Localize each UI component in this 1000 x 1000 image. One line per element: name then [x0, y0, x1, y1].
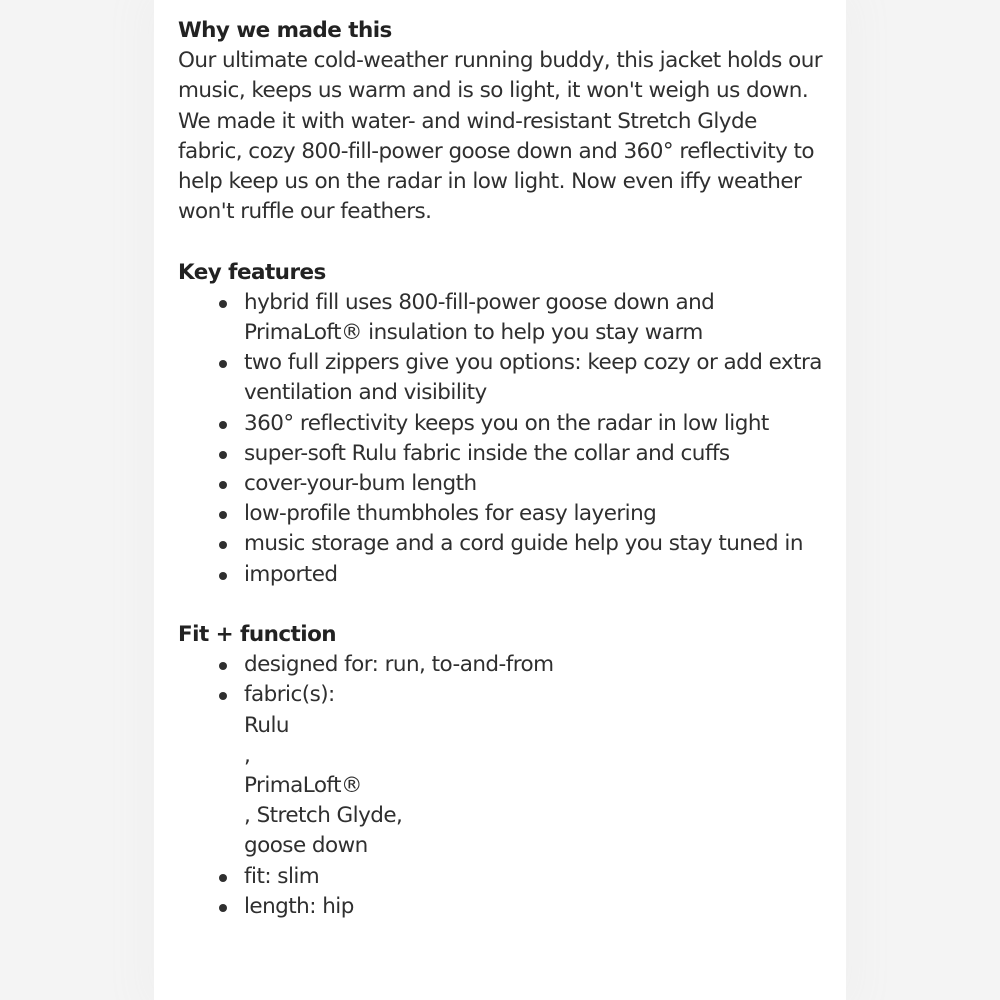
list-item: designed for: run, to-and-from	[244, 650, 828, 680]
fabric-name: Rulu	[244, 712, 289, 738]
section-gap	[178, 227, 828, 257]
list-item: hybrid fill uses 800-fill-power goose down and PrimaLoft® insulation to help you stay warm	[244, 288, 828, 348]
list-item: low-profile thumbholes for easy layering	[244, 499, 828, 529]
fit-function-heading: Fit + function	[178, 622, 337, 648]
list-item: music storage and a cord guide help you stay tuned in	[244, 529, 828, 559]
list-item: super-soft Rulu fabric inside the collar and cuffs	[244, 439, 828, 469]
list-item: cover-your-bum length	[244, 469, 828, 499]
why-heading: Why we made this	[178, 18, 392, 43]
section-gap	[178, 590, 828, 620]
fabric-name: PrimaLoft®	[244, 773, 362, 799]
why-body: Our ultimate cold-weather running buddy, this jacket holds our music, keeps us warm and is so light, it won't weigh us down. We made it with water- and wind-resistant Stretch Glyde fabric, cozy 800-fill-power goose down and 360° reflectivity to help keep us on the radar in low light. Now even iffy weather won't ruffle our feathers.	[178, 48, 823, 225]
list-item: two full zippers give you options: keep cozy or add extra ventilation and visibility	[244, 348, 828, 408]
fabric-name: , Stretch Glyde,	[244, 803, 403, 829]
fabric-separator: ,	[244, 742, 251, 768]
fabric-list-item	[244, 680, 828, 861]
fabric-label: fabric(s):	[244, 682, 335, 708]
list-item: fit: slim	[244, 862, 828, 892]
fabric-name: goose down	[244, 833, 368, 859]
list-item: length: hip	[244, 892, 828, 922]
key-features-heading: Key features	[178, 259, 326, 285]
product-description	[178, 16, 828, 922]
list-item: 360° reflectivity keeps you on the radar in low light	[244, 409, 828, 439]
key-features-list	[178, 288, 828, 590]
fit-function-list	[178, 650, 828, 922]
list-item: imported	[244, 560, 828, 590]
product-description-page	[154, 0, 846, 1000]
